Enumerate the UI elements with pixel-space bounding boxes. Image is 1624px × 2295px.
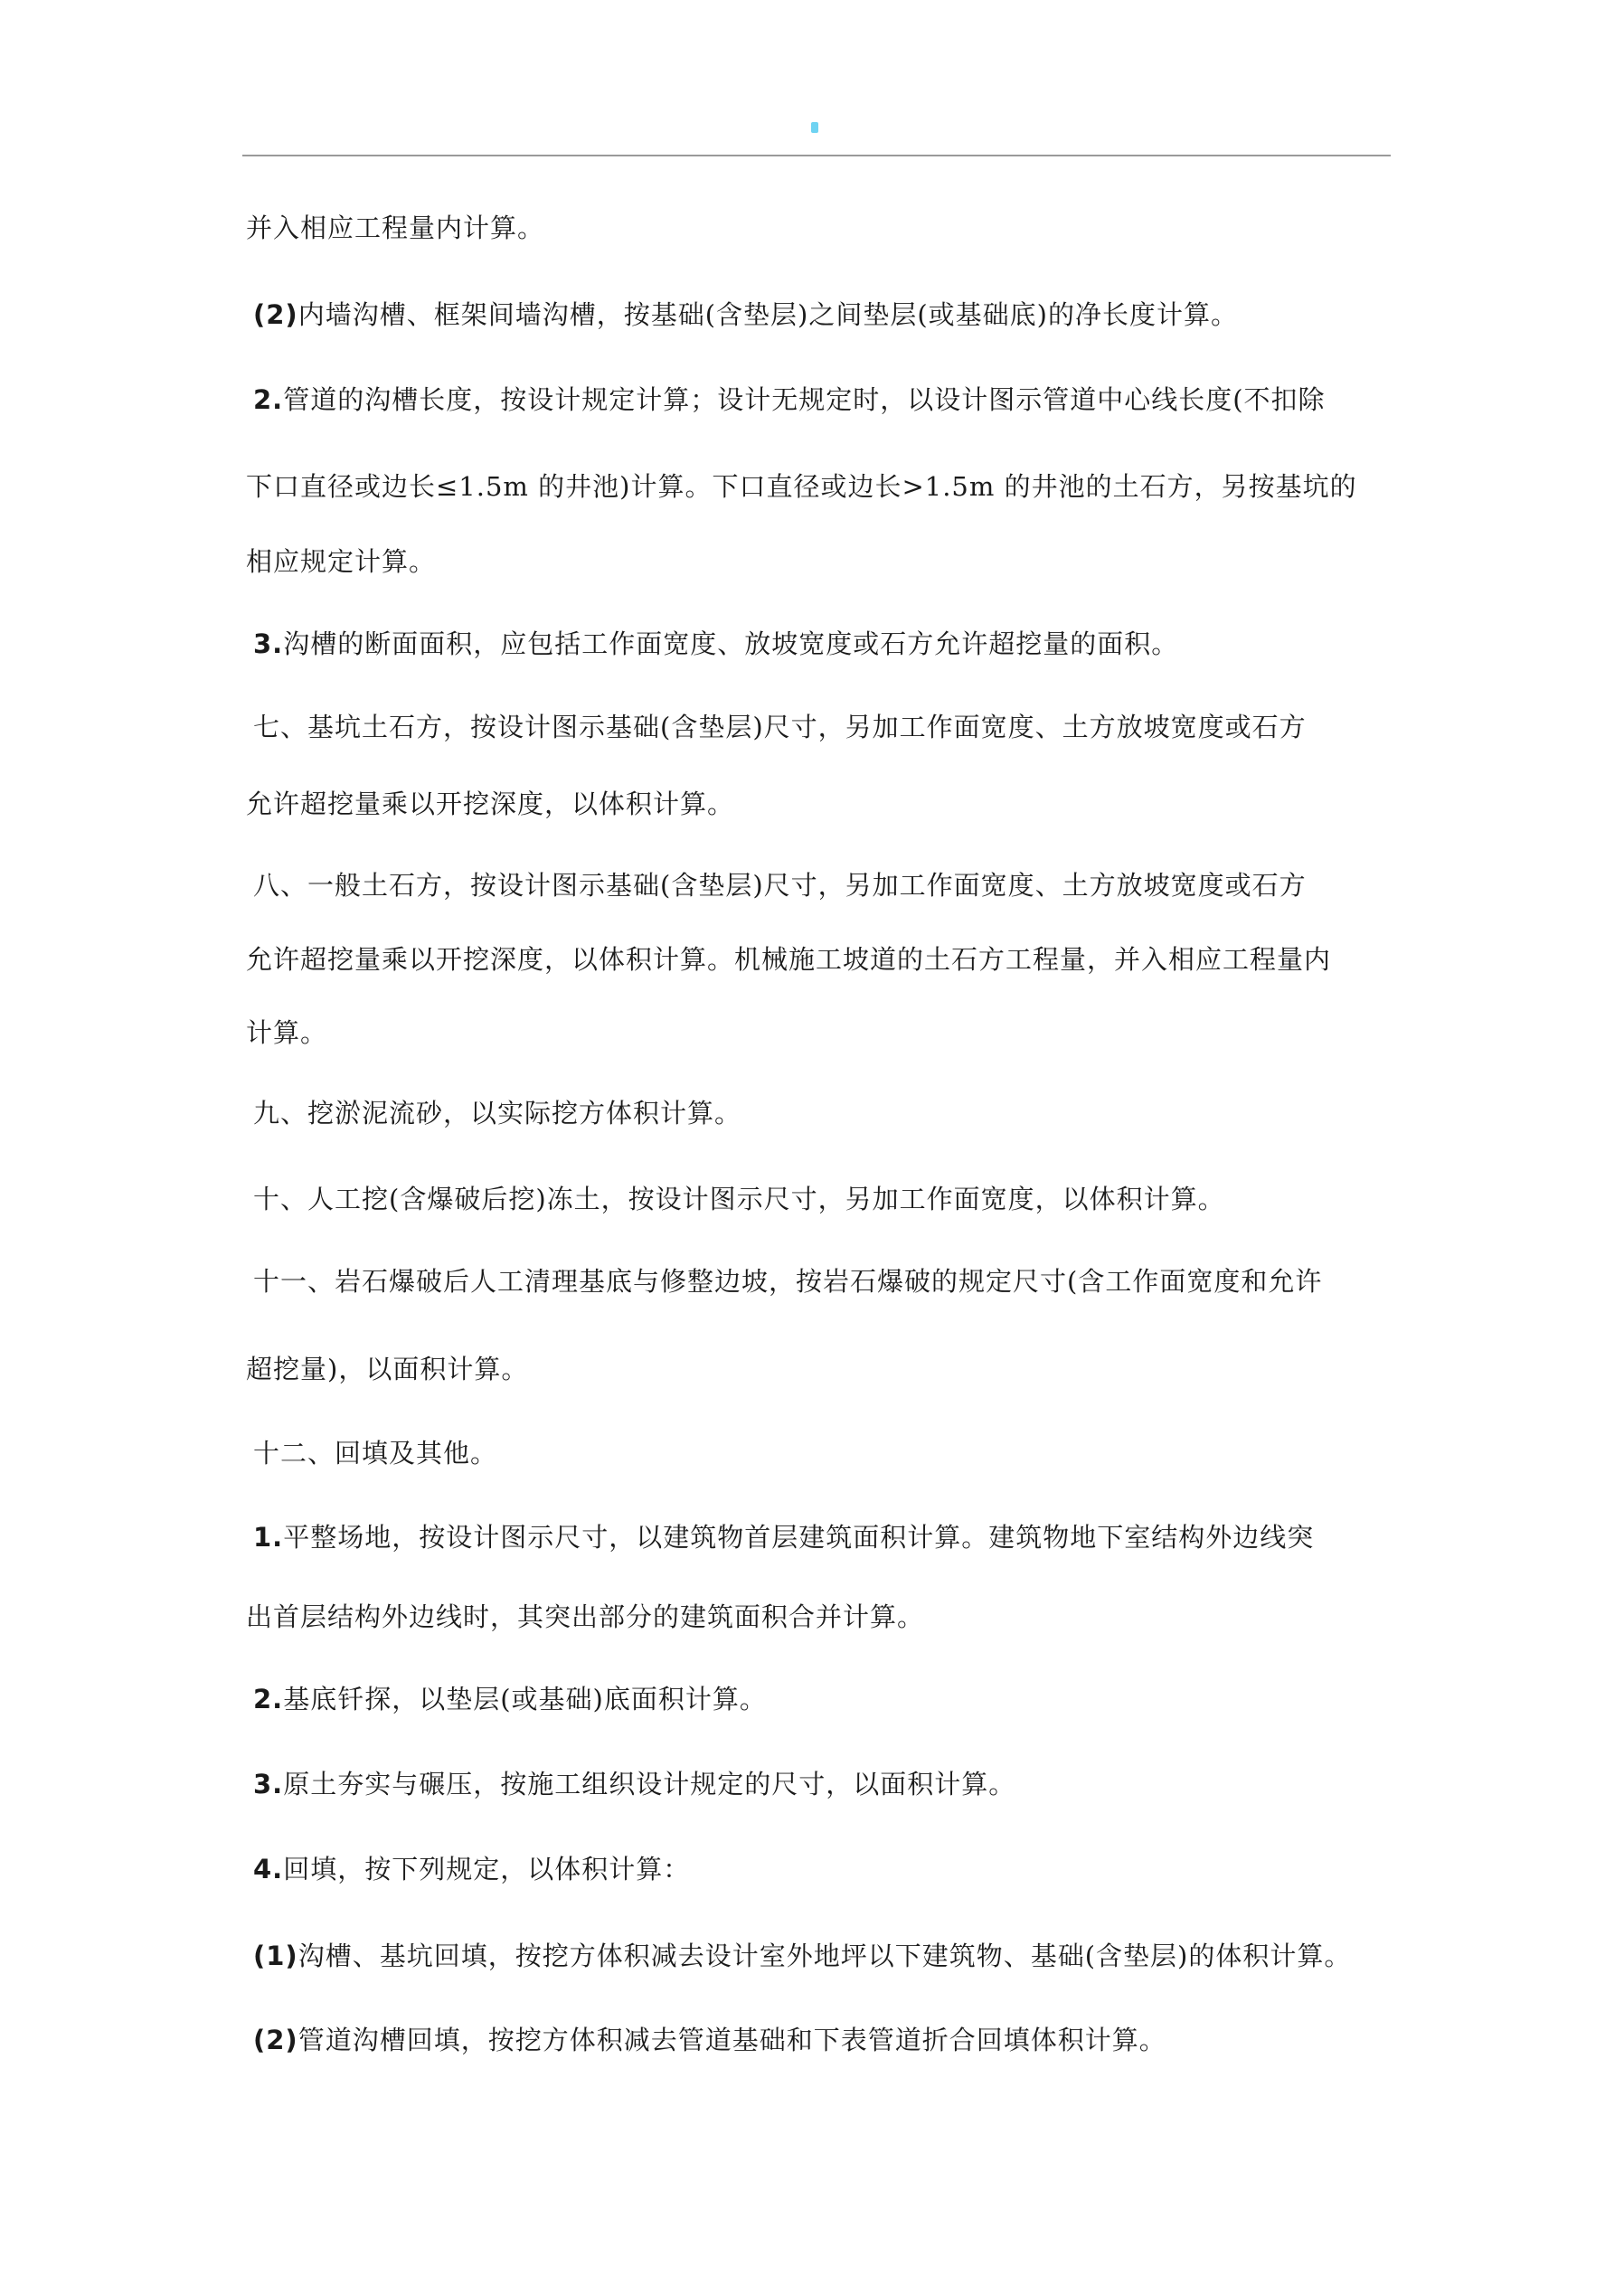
header-mark bbox=[811, 122, 818, 133]
paragraph-line: (1)沟槽、基坑回填，按挖方体积减去设计室外地坪以下建筑物、基础(含垫层)的体积计算。 bbox=[253, 1941, 1352, 1971]
paragraph-line: 并入相应工程量内计算。 bbox=[246, 212, 545, 243]
paragraph-line: 十二、回填及其他。 bbox=[253, 1438, 498, 1469]
paragraph-line: 八、一般土石方，按设计图示基础(含垫层)尺寸，另加工作面宽度、土方放坡宽度或石方 bbox=[253, 870, 1307, 901]
paragraph-line: (2)管道沟槽回填，按挖方体积减去管道基础和下表管道折合回填体积计算。 bbox=[253, 2025, 1166, 2055]
paragraph-line: 2.基底钎探，以垫层(或基础)底面积计算。 bbox=[253, 1684, 767, 1714]
paragraph-line: 十一、岩石爆破后人工清理基底与修整边坡，按岩石爆破的规定尺寸(含工作面宽度和允许 bbox=[253, 1266, 1323, 1297]
paragraph-line: 允许超挖量乘以开挖深度，以体积计算。机械施工坡道的土石方工程量，并入相应工程量内 bbox=[246, 944, 1332, 975]
paragraph-line: 出首层结构外边线时，其突出部分的建筑面积合并计算。 bbox=[246, 1601, 925, 1632]
paragraph-line: 下口直径或边长≤1.5m 的井池)计算。下口直径或边长>1.5m 的井池的土石方，另按基坑的 bbox=[246, 471, 1357, 502]
paragraph-line: (2)内墙沟槽、框架间墙沟槽，按基础(含垫层)之间垫层(或基础底)的净长度计算。 bbox=[253, 299, 1238, 330]
header-rule bbox=[242, 155, 1391, 156]
paragraph-line: 3.沟槽的断面面积，应包括工作面宽度、放坡宽度或石方允许超挖量的面积。 bbox=[253, 628, 1179, 659]
paragraph-line: 计算。 bbox=[246, 1017, 328, 1048]
paragraph-line: 3.原土夯实与碾压，按施工组织设计规定的尺寸，以面积计算。 bbox=[253, 1769, 1016, 1799]
paragraph-line: 七、基坑土石方，按设计图示基础(含垫层)尺寸，另加工作面宽度、土方放坡宽度或石方 bbox=[253, 712, 1307, 742]
paragraph-line: 相应规定计算。 bbox=[246, 546, 437, 577]
paragraph-line: 十、人工挖(含爆破后挖)冻土，按设计图示尺寸，另加工作面宽度，以体积计算。 bbox=[253, 1184, 1225, 1214]
paragraph-line: 2.管道的沟槽长度，按设计规定计算；设计无规定时，以设计图示管道中心线长度(不扣除 bbox=[253, 384, 1326, 415]
paragraph-line: 超挖量)，以面积计算。 bbox=[246, 1354, 529, 1384]
paragraph-line: 九、挖淤泥流砂，以实际挖方体积计算。 bbox=[253, 1098, 742, 1129]
paragraph-line: 允许超挖量乘以开挖深度，以体积计算。 bbox=[246, 789, 735, 819]
paragraph-line: 4.回填，按下列规定，以体积计算： bbox=[253, 1854, 691, 1884]
paragraph-line: 1.平整场地，按设计图示尺寸，以建筑物首层建筑面积计算。建筑物地下室结构外边线突 bbox=[253, 1522, 1315, 1553]
